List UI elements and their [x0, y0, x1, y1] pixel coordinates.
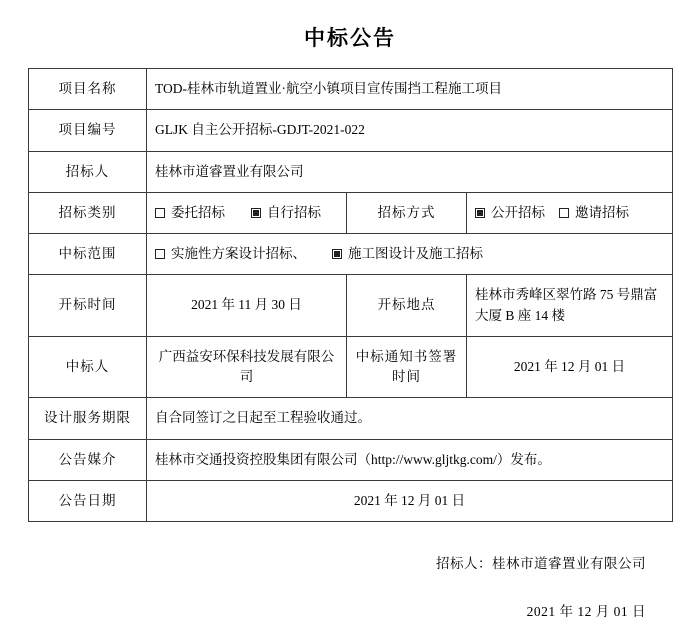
footer-date: 2021 年 12 月 01 日: [526, 604, 646, 619]
row-label-open-place: 开标地点: [347, 275, 467, 337]
row-label-project-name: 项目名称: [29, 69, 147, 110]
row-value-notice-sign-time: 2021 年 12 月 01 日: [467, 336, 673, 398]
checkbox-icon: [155, 208, 165, 218]
row-label-bid-scope: 中标范围: [29, 234, 147, 275]
checkbox-checked-icon: [475, 208, 485, 218]
row-label-design-period: 设计服务期限: [29, 398, 147, 439]
row-value-bid-category: [147, 192, 347, 233]
row-label-media: 公告媒介: [29, 439, 147, 480]
checkbox-public-tender[interactable]: 公开招标: [475, 203, 545, 223]
row-label-notice-sign-time: [347, 336, 467, 398]
checkbox-construction-drawing-tender[interactable]: 施工图设计及施工招标: [332, 244, 483, 264]
table-row: [29, 480, 673, 521]
notice-label-line2: 时间: [392, 369, 421, 384]
row-label-open-time: 开标时间: [29, 275, 147, 337]
row-label-bid-category: 招标类别: [29, 192, 147, 233]
checkbox-scheme-design-tender[interactable]: 实施性方案设计招标、: [155, 244, 306, 264]
row-value-bid-method: [467, 192, 673, 233]
row-label-notice-date: 公告日期: [29, 480, 147, 521]
open-place-line2: 大厦 B 座 14 楼: [475, 307, 566, 323]
table-row: [29, 110, 673, 151]
table-row: [29, 192, 673, 233]
checkbox-icon: [155, 249, 165, 259]
row-label-bid-method: 招标方式: [347, 192, 467, 233]
table-row: [29, 151, 673, 192]
table-row: [29, 439, 673, 480]
table-row: [29, 275, 673, 337]
row-value-open-time: 2021 年 11 月 30 日: [147, 275, 347, 337]
row-value-notice-date: 2021 年 12 月 01 日: [147, 480, 673, 521]
table-row: [29, 234, 673, 275]
page-title: 中标公告: [304, 26, 396, 50]
footer-signer: 招标人：桂林市道睿置业有限公司: [436, 556, 646, 571]
checkbox-invited-tender[interactable]: 邀请招标: [559, 203, 629, 223]
checkbox-entrusted-tender[interactable]: 委托招标: [155, 203, 225, 223]
row-value-project-name: TOD-桂林市轨道置业·航空小镇项目宣传围挡工程施工项目: [147, 69, 673, 110]
row-value-project-no: GLJK 自主公开招标-GDJT-2021-022: [147, 110, 673, 151]
table-row: [29, 398, 673, 439]
table-row: [29, 69, 673, 110]
checkbox-checked-icon: [332, 249, 342, 259]
row-value-winner: 广西益安环保科技发展有限公司: [147, 336, 347, 398]
checkbox-checked-icon: [251, 208, 261, 218]
row-label-tenderee: 招标人: [29, 151, 147, 192]
row-value-design-period: 自合同签订之日起至工程验收通过。: [147, 398, 673, 439]
row-value-open-place: [467, 275, 673, 337]
table-row: [29, 336, 673, 398]
row-value-bid-scope: [147, 234, 673, 275]
row-value-tenderee: 桂林市道睿置业有限公司: [147, 151, 673, 192]
open-place-line1: 桂林市秀峰区翠竹路 75 号鼎富: [475, 287, 658, 303]
row-label-winner: 中标人: [29, 336, 147, 398]
row-label-project-no: 项目编号: [29, 110, 147, 151]
checkbox-icon: [559, 208, 569, 218]
announcement-table: [28, 68, 673, 522]
notice-label-line1: 中标通知书签署: [355, 348, 458, 364]
row-value-media: 桂林市交通投资控股集团有限公司（http://www.gljtkg.com/）发布。: [147, 439, 673, 480]
checkbox-self-tender[interactable]: 自行招标: [251, 203, 321, 223]
